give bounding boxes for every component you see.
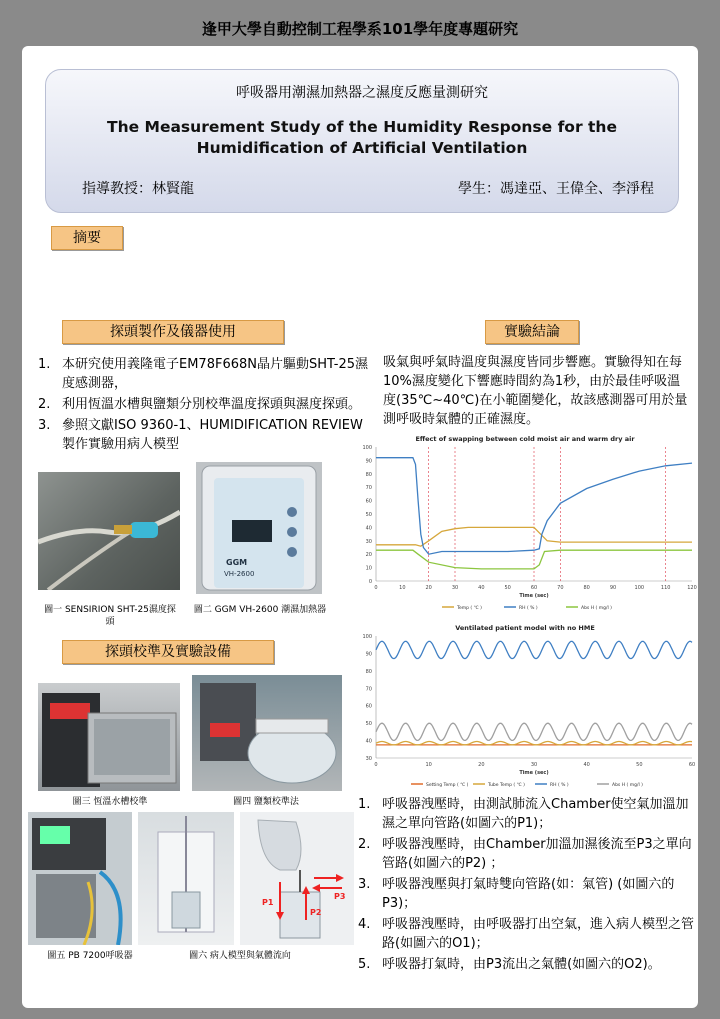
y-tick-label: 40 [365,525,372,532]
p2-label: P2 [310,908,322,917]
x-tick-label: 20 [478,762,485,768]
p1-label: P1 [262,898,274,907]
y-tick-label: 60 [365,498,372,505]
x-tick-label: 10 [425,762,432,768]
y-tick-label: 20 [365,552,372,559]
list-item: 1. 呼吸器洩壓時，由測試肺流入Chamber使空氣加溫加濕之單向管路(如圖六的P1)； [358,797,689,831]
x-tick-label: 40 [583,762,590,768]
probe-section-tag: 探頭製作及儀器使用 [62,320,284,344]
y-tick-label: 90 [365,651,372,658]
y-tick-label: 80 [365,471,372,478]
legend-label: Abs H ( mg/l ) [612,783,643,788]
y-tick-label: 60 [365,703,372,710]
x-tick-label: 120 [687,585,697,591]
y-tick-label: 70 [365,485,372,492]
x-tick-label: 10 [399,585,406,591]
x-tick-label: 0 [374,762,378,768]
legend-label: RH ( % ) [519,606,538,611]
device-brand-label: GGM [226,558,248,567]
list-item: 2. 呼吸器洩壓時，由Chamber加溫加濕後流至P3之單向管路(如圖六的P2) ； [358,837,692,871]
y-tick-label: 30 [365,756,372,762]
list-item: 4. 呼吸器洩壓時，由呼吸器打出空氣，進入病人模型之管路(如圖六的O1)； [358,917,695,951]
x-axis-label: Time (sec) [519,770,549,776]
x-tick-label: 50 [636,762,643,768]
method-list [38,355,370,456]
ventilator-photo [28,812,132,945]
x-tick-label: 20 [425,585,432,591]
conclusion-text: 吸氣與呼氣時溫度與濕度皆同步響應。實驗得知在每10%濕度變化下響應時間約為1秒，由於最佳呼吸溫度(35℃~40℃)在小範圍變化，故該感測器可用於量測呼吸時氣體的正確濕度。 [383,355,688,427]
series-line [376,723,692,740]
list-item: 3. 參照文獻ISO 9360-1、HUMIDIFICATION REVIEW製作實驗用病人模型 [38,418,363,452]
abstract-tag: 摘要 [51,226,123,250]
list-item: 3. 呼吸器洩壓與打氣時雙向管路(如：氣管) (如圖六的P3)； [358,877,675,911]
list-item: 1. 本研究使用義隆電子EM78F668N晶片驅動SHT-25濕度感測器， [38,357,368,391]
p3-label: P3 [334,892,346,901]
students-line: 學生：馮達亞、王偉全、李淨程 [458,181,654,197]
x-tick-label: 100 [634,585,645,591]
caption-fig5: 圖五 PB 7200呼吸器 [47,951,133,961]
x-tick-label: 30 [530,762,538,768]
calibration-section-tag: 探頭校準及實驗設備 [62,640,274,664]
x-tick-label: 80 [583,585,590,591]
legend-label: Setting Temp ( ℃ ) [426,783,469,788]
x-tick-label: 60 [530,585,538,591]
x-tick-label: 0 [374,585,378,591]
x-tick-label: 60 [688,762,696,768]
y-tick-label: 0 [368,579,372,585]
y-tick-label: 40 [365,738,372,745]
title-english: The Measurement Study of the Humidity Response for the Humidification of Artificial Ventilation [107,118,617,157]
x-tick-label: 50 [504,585,511,591]
chart-title: Ventilated patient model with no HME [455,624,595,632]
conclusion-section-tag: 實驗結論 [485,320,579,344]
y-tick-label: 50 [365,512,372,518]
x-tick-label: 90 [609,585,617,591]
caption-fig1: 圖一 SENSIRION SHT-25濕度探頭 [44,605,176,627]
device-model-label: VH-2600 [224,570,255,578]
list-item: 2. 利用恆溫水槽與鹽類分別校準溫度探頭與濕度探頭。 [38,397,362,412]
y-tick-label: 70 [365,686,372,693]
y-tick-label: 100 [362,445,372,451]
x-tick-label: 70 [557,585,564,591]
x-tick-label: 110 [660,585,671,591]
y-tick-label: 80 [365,668,372,675]
y-tick-label: 50 [365,721,372,728]
humidifier-device-photo [196,462,322,594]
caption-fig3: 圖三 恆溫水槽校準 [72,797,148,807]
ventilated-model-chart [350,622,700,790]
caption-fig4: 圖四 鹽類校準法 [233,797,299,807]
advisor-line: 指導教授：林賢龍 [82,181,194,197]
legend-label: RH ( % ) [550,783,569,788]
department-title: 逢甲大學自動控制工程學系101學年度專題研究 [201,20,519,38]
x-axis-label: Time (sec) [519,593,549,599]
pipeline-list [358,795,694,976]
y-tick-label: 90 [365,458,372,465]
title-banner [45,69,679,213]
gas-flow-diagram-photo [240,812,354,945]
salt-calibration-photo [192,675,342,791]
list-item: 5. 呼吸器打氣時，由P3流出之氣體(如圖六的O2)。 [358,957,661,972]
x-tick-label: 30 [451,585,459,591]
x-tick-label: 40 [478,585,485,591]
series-line [376,641,692,658]
y-tick-label: 10 [365,565,372,572]
caption-fig6: 圖六 病人模型與氣體流向 [189,951,291,961]
chart-title: Effect of swapping between cold moist air and warm dry air [415,435,635,443]
legend-label: Temp ( ℃ ) [457,606,482,611]
water-bath-photo [38,683,180,791]
y-tick-label: 100 [362,634,372,640]
caption-fig2: 圖二 GGM VH-2600 潮濕加熱器 [193,605,327,615]
y-tick-label: 30 [365,538,372,545]
legend-label: Tube Temp ( ℃ ) [488,783,525,788]
sensor-probe-photo [38,472,180,590]
legend-label: Abs H ( mg/l ) [581,606,612,611]
patient-model-photo [138,812,234,945]
title-chinese: 呼吸器用潮濕加熱器之濕度反應量測研究 [236,85,488,101]
humidity-swap-chart [350,433,700,613]
